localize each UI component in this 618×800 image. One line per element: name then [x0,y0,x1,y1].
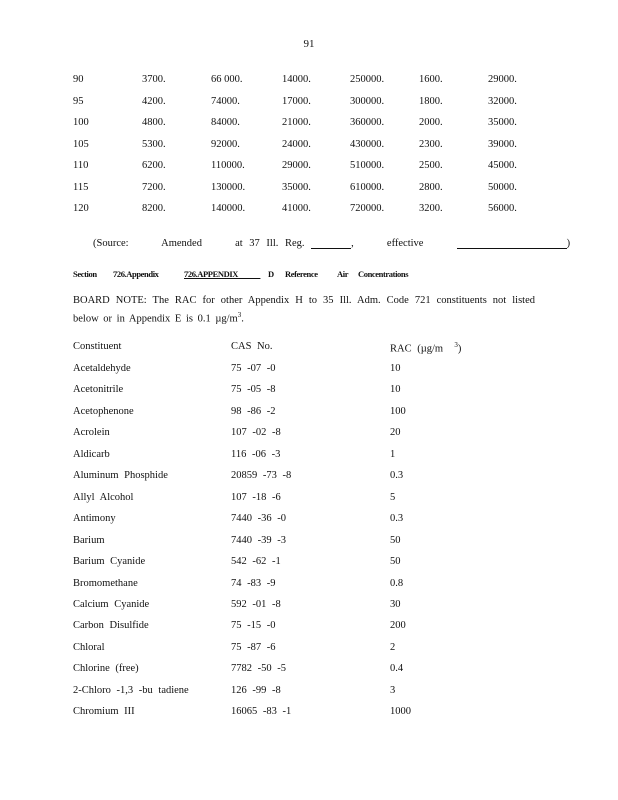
numeric-table-cell: 66 000. [211,74,243,85]
rac-value: 10 [390,384,401,396]
board-note-text: BOARD NOTE: The RAC for other Appendix H to 35 Ill. Adm. Code 721 constituents not listed below or in Appendix E is 0.1 µg/m [73,295,535,325]
numeric-table-cell: 360000. [350,117,385,128]
numeric-table-cell: 29000. [488,74,517,85]
numeric-table-cell: 2500. [419,160,443,171]
numeric-table-cell: 2300. [419,138,443,150]
cas-number: 75 -15 -0 [231,620,276,632]
section-concentrations: Concentrations [358,269,409,279]
constituent-row [73,470,553,490]
numeric-table-cell: 5300. [142,138,166,150]
rac-value: 30 [390,598,401,610]
cas-number: 75 -07 -0 [231,363,276,374]
numeric-table-cell: 84000. [211,117,240,128]
numeric-table-cell: 74000. [211,95,240,107]
rac-value: 0.3 [390,513,404,525]
numeric-table-cell: 430000. [350,138,385,150]
numeric-table-cell: 2800. [419,181,443,193]
cas-number: 75 -87 -6 [231,641,276,653]
rac-value: 20 [390,427,401,439]
cas-number: 98 -86 -2 [231,405,276,417]
numeric-table-cell: 3700. [142,74,166,85]
rac-value: 50 [390,534,401,546]
numeric-table-cell: 120 [73,203,89,214]
cas-number: 75 -05 -8 [231,384,276,396]
rac-value: 5 [390,491,396,503]
rac-value: 200 [390,620,406,632]
numeric-table-cell: 105 [73,138,89,150]
numeric-table-cell: 250000. [350,74,385,85]
board-note [73,294,535,327]
constituent-name: Chromium III [73,706,135,718]
cas-number: 7440 -39 -3 [231,534,286,546]
header-cas: CAS No. [231,341,273,352]
numeric-table-cell: 3200. [419,203,443,214]
constituent-row [73,535,553,555]
numeric-table-cell: 1600. [419,74,443,85]
numeric-table-cell: 21000. [282,117,311,128]
numeric-table-cell: 130000. [211,181,246,193]
constituent-name: Acetophenone [73,405,134,417]
constituent-name: Bromomethane [73,577,138,589]
source-note [93,238,570,249]
numeric-table-cell: 35000. [282,181,311,193]
numeric-table-cell: 32000. [488,95,517,107]
rac-value: 1 [390,448,396,460]
board-note-tail: . [241,313,244,325]
numeric-table-cell: 90 [73,74,84,85]
cas-number: 7782 -50 -5 [231,663,286,675]
rac-value: 1000 [390,706,411,718]
source-amended: Amended [161,238,202,249]
numeric-table-cell: 2000. [419,117,443,128]
section-appendix-ref: 726.Appendix [113,269,159,279]
source-effective: effective [386,238,424,249]
cas-number: 126 -99 -8 [231,684,281,696]
source-reg-blank [311,238,351,249]
constituent-name: Allyl Alcohol [73,491,134,503]
numeric-table-cell: 110 [73,160,89,171]
cas-number: 107 -18 -6 [231,491,281,503]
source-effective-blank [457,238,567,249]
source-reg: at 37 Ill. Reg. [235,238,305,249]
constituent-table-header [73,341,553,361]
header-rac: RAC (µg/m $^3$) [390,341,462,355]
constituent-name: Barium [73,534,105,546]
numeric-table-cell: 300000. [350,95,385,107]
numeric-table-cell: 24000. [282,138,311,150]
numeric-table-cell: 100 [73,117,89,128]
constituent-row [73,384,553,404]
constituent-row [73,599,553,619]
numeric-table-cell: 50000. [488,181,517,193]
rac-value: 10 [390,363,401,374]
rac-value: 50 [390,556,401,568]
numeric-table-cell: 6200. [142,160,166,171]
numeric-table-cell: 39000. [488,138,517,150]
constituent-name: Chlorine (free) [73,663,139,675]
constituent-name: Carbon Disulfide [73,620,149,632]
constituent-name: Acetaldehyde [73,363,131,374]
constituent-row [73,706,553,726]
section-air: Air [337,269,349,279]
numeric-table-cell: 610000. [350,181,385,193]
constituent-name: Chloral [73,641,105,653]
section-letter: D [268,269,274,279]
cas-number: 116 -06 -3 [231,448,281,460]
section-reference: Reference [285,269,318,279]
rac-value: 0.3 [390,470,404,482]
constituent-name: Aldicarb [73,448,110,460]
numeric-table-cell: 95 [73,95,84,107]
numeric-table-cell: 4800. [142,117,166,128]
rac-value: 100 [390,405,406,417]
cas-number: 592 -01 -8 [231,598,281,610]
source-close: ) [566,238,571,249]
numeric-table-cell: 110000. [211,160,245,171]
source-comma: , [351,238,354,249]
numeric-table-cell: 92000. [211,138,240,150]
numeric-table-cell: 1800. [419,95,443,107]
constituent-row [73,685,553,705]
constituent-name: Acetonitrile [73,384,124,396]
rac-value: 0.8 [390,577,404,589]
page-number: 91 [303,38,315,50]
rac-value: 2 [390,641,396,653]
numeric-table-cell: 115 [73,181,89,193]
cas-number: 74 -83 -9 [231,577,276,589]
numeric-table-cell: 720000. [350,203,385,214]
board-note-superscript: 3 [237,311,242,319]
constituent-row [73,427,553,447]
numeric-table-cell: 140000. [211,203,246,214]
numeric-table-cell: 56000. [488,203,517,214]
numeric-table-cell: 45000. [488,160,517,171]
cas-number: 16065 -83 -1 [231,706,292,718]
constituent-row [73,620,553,640]
numeric-table-cell: 17000. [282,95,311,107]
constituent-row [73,663,553,683]
constituent-row [73,492,553,512]
constituent-row [73,406,553,426]
rac-value: 3 [390,684,396,696]
constituent-row [73,578,553,598]
numeric-table-cell: 4200. [142,95,166,107]
header-constituent: Constituent [73,341,122,352]
numeric-table-cell: 41000. [282,203,311,214]
numeric-table-cell: 7200. [142,181,166,193]
constituent-name: Calcium Cyanide [73,598,150,610]
constituent-row [73,556,553,576]
cas-number: 7440 -36 -0 [231,513,286,525]
cas-number: 20859 -73 -8 [231,470,292,482]
constituent-name: Barium Cyanide [73,556,146,568]
section-label: Section [73,269,97,279]
section-appendix-title: 726.APPENDIX [184,269,238,279]
constituent-row [73,449,553,469]
constituent-name: Aluminum Phosphide [73,470,168,482]
numeric-table-cell: 8200. [142,203,166,214]
rac-value: 0.4 [390,663,404,675]
numeric-table-cell: 510000. [350,160,385,171]
constituent-row [73,363,553,383]
cas-number: 107 -02 -8 [231,427,281,439]
constituent-name: Acrolein [73,427,110,439]
constituent-row [73,513,553,533]
numeric-table-cell: 14000. [282,74,311,85]
constituent-row [73,642,553,662]
numeric-table-cell: 29000. [282,160,311,171]
numeric-table-cell: 35000. [488,117,517,128]
cas-number: 542 -62 -1 [231,556,281,568]
source-open: (Source: [93,238,129,249]
constituent-name: Antimony [73,513,116,525]
constituent-name: 2-Chloro -1,3 -bu tadiene [73,684,189,696]
